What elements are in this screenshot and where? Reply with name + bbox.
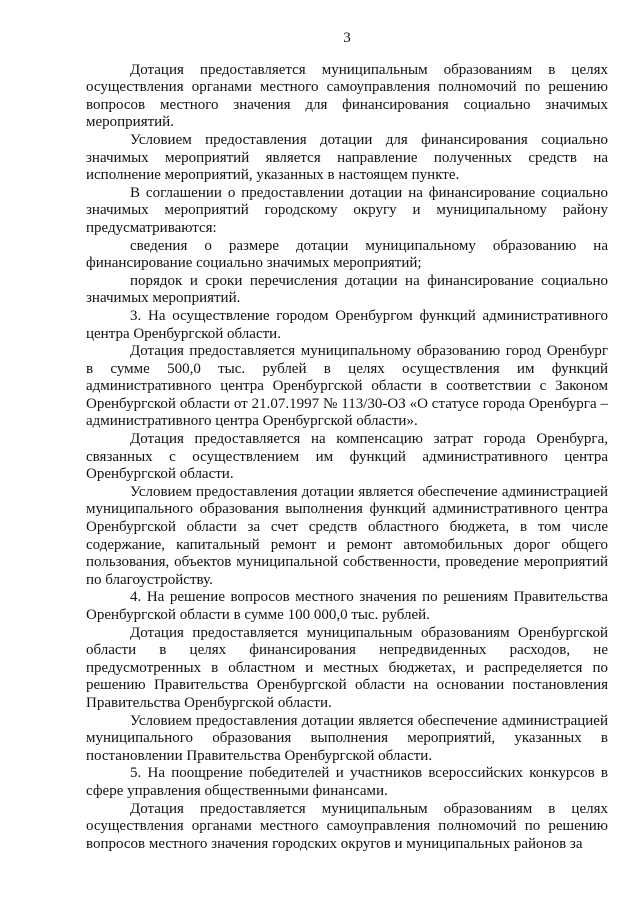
paragraph-4: сведения о размере дотации муниципальному образованию на финансирование социально значимых мероприятий; xyxy=(86,237,608,272)
paragraph-2: Условием предоставления дотации для финансирования социально значимых мероприятий является направление полученных средств на исполнение мероприятий, указанных в настоящем пункте. xyxy=(86,131,608,184)
section-heading-5: 5. На поощрение победителей и участников всероссийских конкурсов в сфере управления общественными финансами. xyxy=(86,765,608,799)
page-number: 3 xyxy=(343,30,351,46)
section-heading-3: 3. На осуществление городом Оренбургом функций административного центра Оренбургской области. xyxy=(86,307,608,342)
paragraph-8: Дотация предоставляется на компенсацию затрат города Оренбурга, связанных с осуществлением им функций административного центра Оренбургской области. xyxy=(86,431,608,483)
paragraph-1: Дотация предоставляется муниципальным образованиям в целях осуществления органами местного самоуправления полномочий по решению вопросов местного значения для финансирования социально значимых мероприятий. xyxy=(86,61,608,131)
paragraph-14: Дотация предоставляется муниципальным образованиям в целях осуществления органами местного самоуправления полномочий по решению вопросов местного значения городских округов и муниципальных районов за xyxy=(86,800,608,852)
paragraph-11: Дотация предоставляется муниципальным образованиям Оренбургской области в целях финансирования непредвиденных расходов, не предусмотренных в областном и местных бюджетах, и распределяется по решению Правительства Оренбургской области на основании постановления Правительства Оренбургской области. xyxy=(86,624,608,711)
paragraph-5: порядок и сроки перечисления дотации на финансирование социально значимых мероприятий. xyxy=(86,272,608,307)
paragraph-9: Условием предоставления дотации является обеспечение администрацией муниципального образования выполнения функций административного центра Оренбургской области за счет средств областного бюджета, в том числе содержание, капитальный ремонт и ремонт автомобильных дорог общего пользования, объектов муниципальной собственности, проведение мероприятий по благоустройству. xyxy=(86,483,608,588)
paragraph-3: В соглашении о предоставлении дотации на финансирование социально значимых мероприятий городскому округу и муниципальному району предусматриваются: xyxy=(86,184,608,236)
paragraph-7: Дотация предоставляется муниципальному образованию город Оренбург в сумме 500,0 тыс. рублей в целях осуществления им функций административного центра Оренбургской области в соответствии с Законом Оренбургской области от 21.07.1997 № 113/30-ОЗ «О статусе города Оренбурга – административного центра Оренбургской области». xyxy=(86,343,608,430)
section-heading-4: 4. На решение вопросов местного значения по решениям Правительства Оренбургской области в сумме 100 000,0 тыс. рублей. xyxy=(86,589,608,623)
document-page xyxy=(86,30,608,853)
paragraph-12: Условием предоставления дотации является обеспечение администрацией муниципального образования выполнения мероприятий, указанных в постановлении Правительства Оренбургской области. xyxy=(86,712,608,764)
